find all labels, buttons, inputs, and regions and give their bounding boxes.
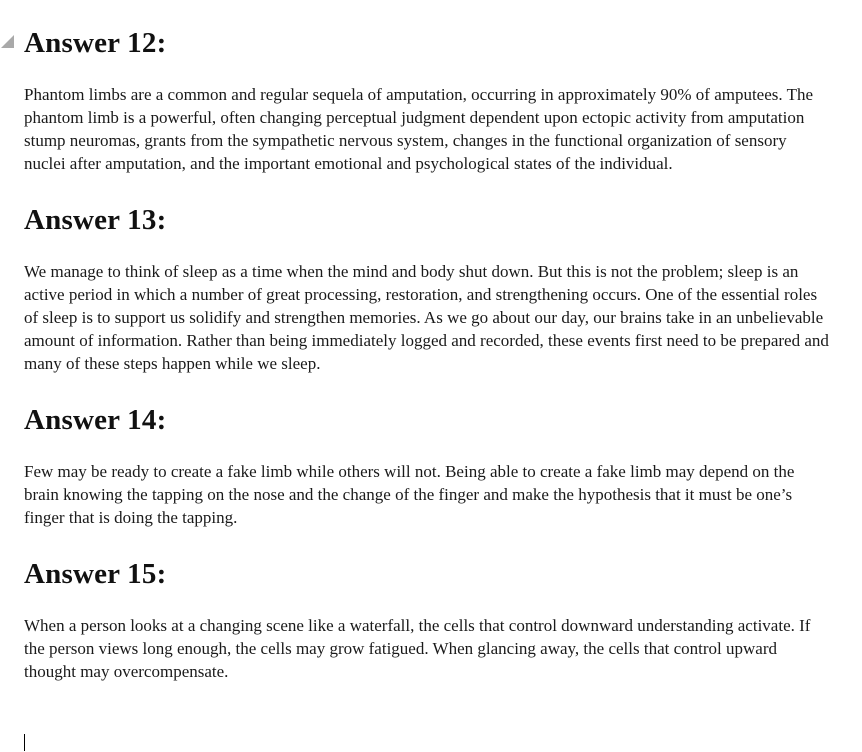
answer-14-heading: Answer 14: [24, 404, 167, 436]
answer-15-heading: Answer 15: [24, 558, 167, 590]
answer-12-heading: Answer 12: [24, 27, 167, 59]
heading-collapse-triangle-icon[interactable] [1, 35, 14, 48]
answer-14-paragraph: Few may be ready to create a fake limb while others will not. Being able to create a fake limb may depend on the brain knowing the tapping on the nose and the change of the finger and make the hypothesis that it must be one’s finger that is doing the tapping. [24, 462, 795, 527]
text-cursor-caret [24, 734, 25, 751]
answer-15-section [24, 556, 830, 683]
answer-13-heading: Answer 13: [24, 204, 167, 236]
answer-13-paragraph: We manage to think of sleep as a time when the mind and body shut down. But this is not the problem; sleep is an active period in which a number of great processing, restoration, and strengthening occurs. One of the essential roles of sleep is to support us solidify and strengthen memories. As we go about our day, our brains take in an unbelievable amount of information. Rather than being immediately logged and recorded, these events first need to be prepared and many of these steps happen while we sleep. [24, 262, 829, 373]
answer-15-paragraph: When a person looks at a changing scene like a waterfall, the cells that control downward understanding activate. If the person views long enough, the cells may grow fatigued. When glancing away, the cells that control upward thought may overcompensate. [24, 616, 811, 681]
answer-14-section [24, 402, 830, 529]
document-content[interactable] [24, 25, 830, 710]
answer-12-section [24, 25, 830, 175]
answer-12-paragraph: Phantom limbs are a common and regular sequela of amputation, occurring in approximately 90% of amputees. The phantom limb is a powerful, often changing perceptual judgment dependent upon ectopic activity from amputation stump neuromas, grants from the sympathetic nervous system, changes in the functional organization of sensory nuclei after amputation, and the important emotional and psychological states of the individual. [24, 85, 814, 173]
answer-13-section [24, 202, 830, 375]
